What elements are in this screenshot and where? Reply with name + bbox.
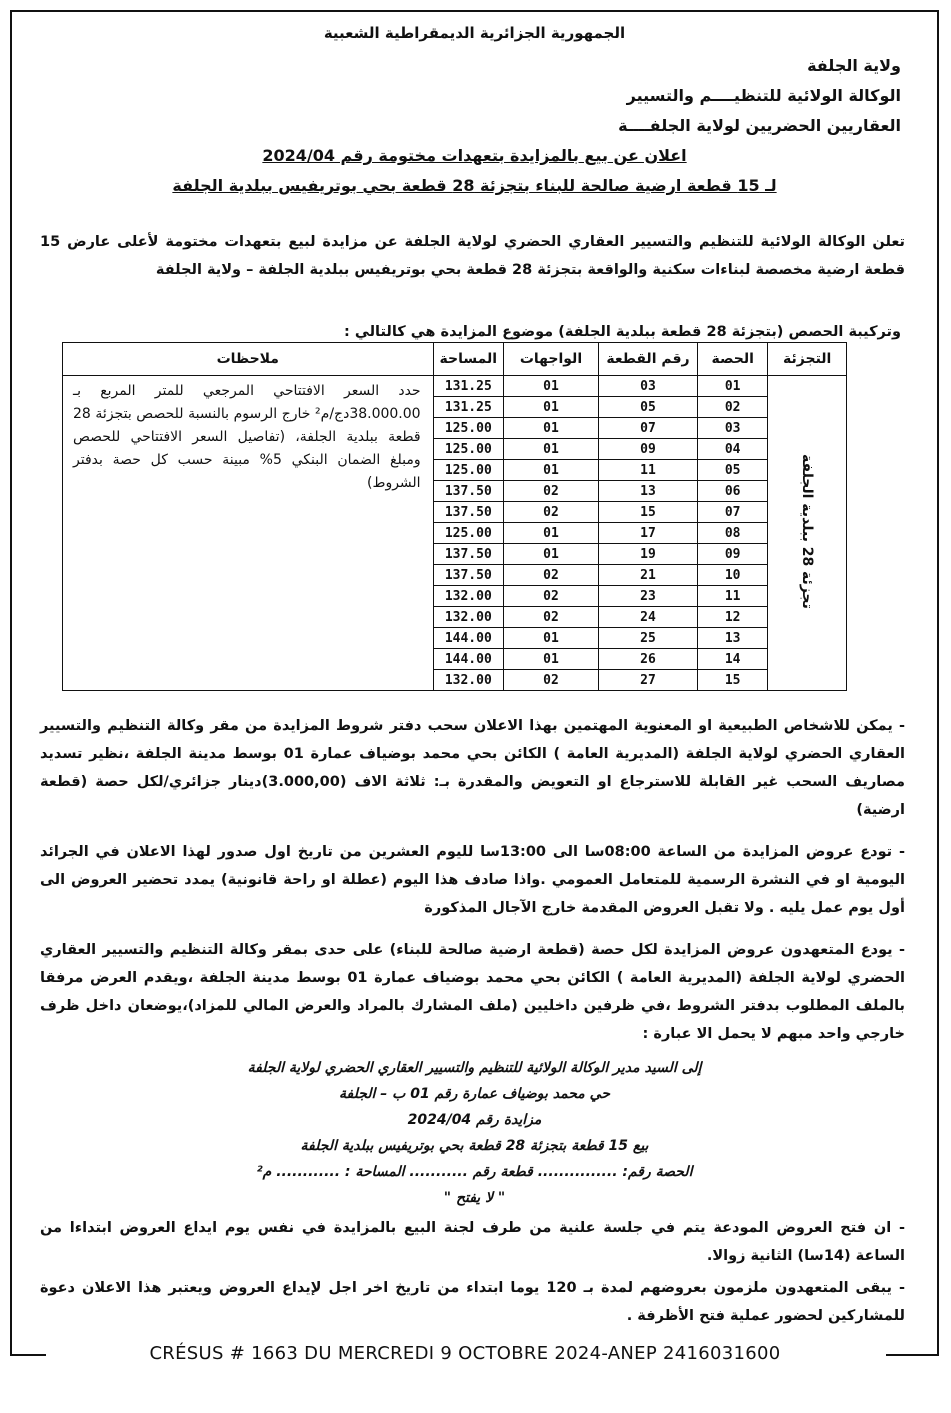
plot-number-cell: 03 [598,376,697,397]
area-cell: 132.00 [433,607,503,628]
lot-cell: 07 [697,502,767,523]
announcement-document [14,10,935,1350]
lot-cell: 02 [697,397,767,418]
plot-number-cell: 25 [598,628,697,649]
lot-cell: 04 [697,439,767,460]
table-header-row [63,343,847,376]
announcement-subtitle: لـ 15 قطعة ارضية صالحة للبناء بتجزئة 28 قطعة بحي بوتريفيس ببلدية الجلفة [172,176,777,195]
plot-number-cell: 27 [598,670,697,691]
area-cell: 144.00 [433,649,503,670]
facades-cell: 01 [504,523,599,544]
lots-table [62,342,847,691]
footer-rule-left [10,1354,46,1356]
plot-number-cell: 21 [598,565,697,586]
envelope-line-address: حي محمد بوضياف عمارة رقم 01 ب – الجلفة [339,1086,610,1102]
area-cell: 137.50 [433,544,503,565]
subdivision-cell [768,376,847,691]
plot-number-cell: 07 [598,418,697,439]
facades-cell: 02 [504,502,599,523]
lot-cell: 10 [697,565,767,586]
lot-cell: 03 [697,418,767,439]
announcement-title: اعلان عن بيع بالمزايدة بتعهدات مختومة رقم 2024/04 [262,146,687,165]
area-cell: 132.00 [433,586,503,607]
facades-cell: 01 [504,460,599,481]
agency-name-line1: الوكالة الولائية للتنظيــــم والتسيير [626,86,901,105]
area-cell: 137.50 [433,502,503,523]
lot-cell: 01 [697,376,767,397]
area-cell: 137.50 [433,481,503,502]
area-cell: 125.00 [433,523,503,544]
plot-number-cell: 11 [598,460,697,481]
area-cell: 125.00 [433,439,503,460]
envelope-line-subject: بيع 15 قطعة بتجزئة 28 قطعة بحي بوتريفيس ببلدية الجلفة [300,1138,649,1154]
envelope-line-auction-number: مزايدة رقم 2024/04 [407,1112,542,1128]
plot-number-cell: 19 [598,544,697,565]
facades-cell: 01 [504,628,599,649]
plot-number-cell: 17 [598,523,697,544]
area-cell: 125.00 [433,460,503,481]
facades-cell: 01 [504,418,599,439]
lot-cell: 11 [697,586,767,607]
paragraph-deposit-method: - يودع المتعهدون عروض المزايدة لكل حصة (قطعة ارضية صالحة للبناء) على حدى بمقر وكالة التنظيم والتسيير العقاري الحضري لولاية الجلفة (المديرية العامة ) الكائن بحي محمد بوضياف عمارة 01 بوسط مدينة الجلفة ،ويقدم العرض مرفقا بالملف المطلوب بدفتر الشروط ،في ظرفين داخليين (ملف المشارك بالمراد والعرض المالي للمزاد)،يوضعان داخل ظرف خارجي واحد مبهم لا يحمل الا عبارة : [40,942,905,1042]
subdivision-label: تجزئة 28 ببلدية الجلفة [799,453,816,609]
publication-footer: CRÉSUS # 1663 DU MERCREDI 9 OCTOBRE 2024-ANEP 2416031600 [149,1343,781,1364]
lot-cell: 05 [697,460,767,481]
facades-cell: 02 [504,670,599,691]
facades-cell: 01 [504,544,599,565]
facades-cell: 02 [504,565,599,586]
lot-cell: 15 [697,670,767,691]
col-subdivision: التجزئة [768,343,847,376]
agency-name-line2: العقاريين الحضريين لولاية الجلفــــة [618,116,901,135]
lot-cell: 12 [697,607,767,628]
plot-number-cell: 24 [598,607,697,628]
wilaya-name: ولاية الجلفة [807,56,901,75]
envelope-line-recipient: إلى السيد مدير الوكالة الولائية للتنظيم والتسيير العقاري الحضري لولاية الجلفة [247,1060,702,1076]
envelope-line-lot-fields: الحصة رقم: ............... قطعة رقم ........... المساحة : ............ م² [256,1164,693,1180]
facades-cell: 01 [504,397,599,418]
area-cell: 131.25 [433,376,503,397]
paragraph-deposit-deadline: - تودع عروض المزايدة من الساعة 08:00سا الى 13:00سا لليوم العشرين من تاريخ اول صدور لهذا الاعلان في الجرائد اليومية او في النشرة الرسمية للمتعامل العمومي .واذا صادف هذا اليوم (عطلة او راحة قانونية) يمدد تحضير العروض الى أول يوم عمل يليه . ولا تقبل العروض المقدمة خارج الآجال المذكورة [40,844,905,916]
col-remarks: ملاحظات [63,343,434,376]
remarks-cell: حدد السعر الافتتاحي المرجعي للمتر المربع بـ 38.000.00دج/م² خارج الرسوم بالنسبة للحصص بتجزئة 28 قطعة ببلدية الجلفة، (تفاصيل السعر الافتتاحي للحصص ومبلغ الضمان البنكي 5% مبينة حسب كل حصة بدفتر الشروط) [63,376,434,691]
facades-cell: 01 [504,649,599,670]
paragraph-opening-session: - ان فتح العروض المودعة يتم في جلسة علنية من طرف لجنة البيع بالمزايدة في نفس يوم ايداع العروض ابتداءا من الساعة (14سا) الثانية زوالا. [40,1220,905,1264]
lot-cell: 13 [697,628,767,649]
table-caption: وتركيبة الحصص (بتجزئة 28 قطعة ببلدية الجلفة) موضوع المزايدة هي كالتالي : [344,324,901,340]
plot-number-cell: 26 [598,649,697,670]
col-lot: الحصة [697,343,767,376]
paragraph-commitment-period: - يبقى المتعهدون ملزمون بعروضهم لمدة بـ 120 يوما ابتداء من تاريخ اخر اجل لإيداع العروض ويعتبر هذا الاعلان دعوة للمشاركين لحضور عملية فتح الأظرفة . [40,1280,905,1324]
footer-rule-right [886,1354,939,1356]
paragraph-withdrawal: - يمكن للاشخاص الطبيعية او المعنوية المهتمين بهذا الاعلان سحب دفتر شروط المزايدة من مقر وكالة التنظيم والتسيير العقاري الحضري لولاية الجلفة (المديرية العامة ) الكائن بحي محمد بوضياف عمارة 01 بوسط مدينة الجلفة ،نظير تسديد مصاريف السحب غير القابلة للاسترجاع او التعويض والمقدرة بـ: ثلاثة الاف (3.000,00)دينار جزائري/لكل حصة (قطعة ارضية) [40,718,905,818]
lot-cell: 09 [697,544,767,565]
plot-number-cell: 09 [598,439,697,460]
plot-number-cell: 05 [598,397,697,418]
col-facades: الواجهات [504,343,599,376]
facades-cell: 02 [504,586,599,607]
lot-cell: 14 [697,649,767,670]
plot-number-cell: 15 [598,502,697,523]
envelope-line-do-not-open: " لا يفتح " [443,1190,506,1206]
area-cell: 125.00 [433,418,503,439]
intro-paragraph: تعلن الوكالة الولائية للتنظيم والتسيير العقاري الحضري لولاية الجلفة عن مزايدة لبيع بتعهدات مختومة لأعلى عارض 15 قطعة ارضية مخصصة لبناءات سكنية والواقعة بتجزئة 28 قطعة بحي بوتريفيس ببلدية الجلفة – ولاية الجلفة [40,234,905,278]
area-cell: 137.50 [433,565,503,586]
plot-number-cell: 23 [598,586,697,607]
facades-cell: 02 [504,481,599,502]
facades-cell: 02 [504,607,599,628]
area-cell: 144.00 [433,628,503,649]
lot-cell: 06 [697,481,767,502]
lot-cell: 08 [697,523,767,544]
facades-cell: 01 [504,376,599,397]
republic-heading: الجمهورية الجزائرية الديمقراطية الشعبية [323,24,626,42]
plot-number-cell: 13 [598,481,697,502]
table-row [63,376,847,397]
col-plot-number: رقم القطعة [598,343,697,376]
area-cell: 131.25 [433,397,503,418]
area-cell: 132.00 [433,670,503,691]
col-area: المساحة [433,343,503,376]
facades-cell: 01 [504,439,599,460]
